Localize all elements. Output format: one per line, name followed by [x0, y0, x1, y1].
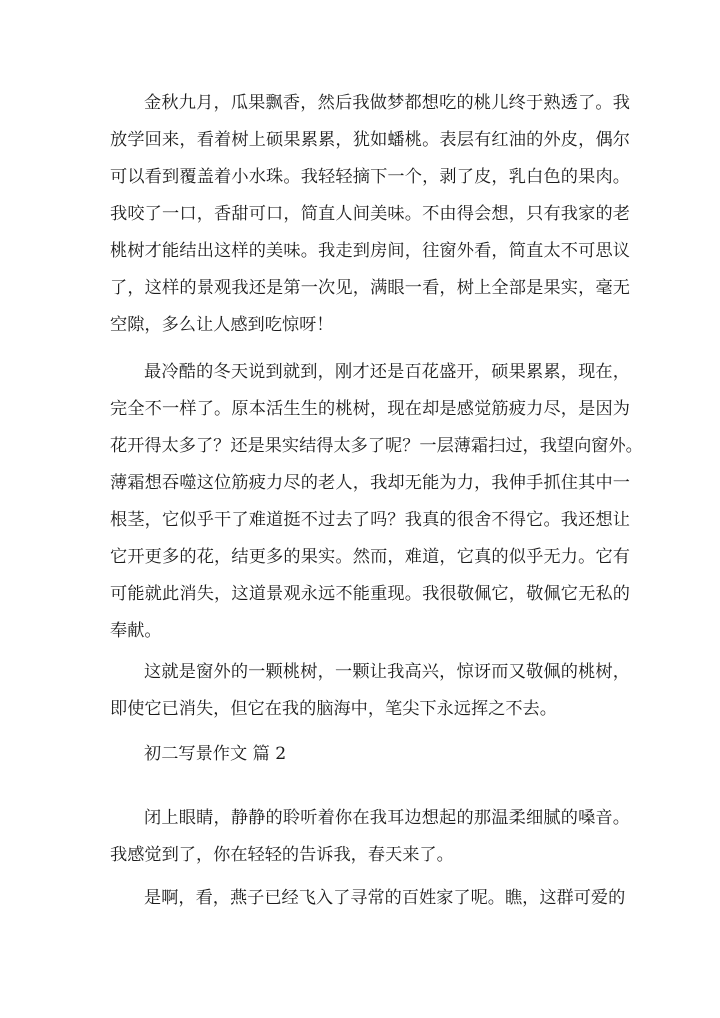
- text-line: 是啊，看，燕子已经飞入了寻常的百姓家了呢。瞧，这群可爱的: [144, 888, 626, 908]
- text-line: 放学回来，看着树上硕果累累，犹如蟠桃。表层有红油的外皮，偶尔: [110, 130, 630, 150]
- text-line: 闭上眼睛，静静的聆听着你在我耳边想起的那温柔细腻的嗓音。: [144, 808, 630, 828]
- text-line: 这就是窗外的一颗桃树，一颗让我高兴，惊讶而又敬佩的桃树，: [144, 662, 630, 682]
- paragraph-4: [110, 800, 630, 874]
- text-line: 我感觉到了，你在轻轻的告诉我，春天来了。: [110, 845, 454, 865]
- text-line: 空隙，多么让人感到吃惊呀！: [110, 315, 334, 335]
- text-line: 奉献。: [110, 621, 162, 641]
- text-line: 花开得太多了？还是果实结得太多了呢？一层薄霜扫过，我望向窗外。: [110, 436, 643, 456]
- text-line: 它开更多的花，结更多的果实。然而，难道，它真的似乎无力。它有: [110, 547, 630, 567]
- paragraph-5: [110, 880, 630, 917]
- text-line: 根茎，它似乎干了难道挺不过去了吗？我真的很舍不得它。我还想让: [110, 510, 630, 530]
- text-line: 最冷酷的冬天说到就到，刚才还是百花盛开，硕果累累，现在，: [144, 362, 630, 382]
- paragraph-3: [110, 654, 630, 728]
- text-line: 薄霜想吞噬这位筋疲力尽的老人，我却无能为力，我伸手抓住其中一: [110, 473, 630, 493]
- text-line: 可以看到覆盖着小水珠。我轻轻摘下一个，剥了皮，乳白色的果肉。: [110, 167, 630, 187]
- text-line: 金秋九月，瓜果飘香，然后我做梦都想吃的桃儿终于熟透了。我: [144, 93, 630, 113]
- text-line: 可能就此消失，这道景观永远不能重现。我很敬佩它，敬佩它无私的: [110, 584, 630, 604]
- text-line: 完全不一样了。原本活生生的桃树，现在却是感觉筋疲力尽，是因为: [110, 399, 630, 419]
- text-line: 我咬了一口，香甜可口，简直人间美味。不由得会想，只有我家的老: [110, 204, 630, 224]
- text-line: 桃树才能结出这样的美味。我走到房间，往窗外看，简直太不可思议: [110, 241, 630, 261]
- paragraph-2: [110, 354, 643, 650]
- paragraph-1: [110, 85, 630, 344]
- text-line: 即使它已消失，但它在我的脑海中，笔尖下永远挥之不去。: [110, 699, 557, 719]
- section-heading: 初二写景作文 篇 2: [144, 744, 287, 764]
- text-line: 了，这样的景观我还是第一次见，满眼一看，树上全部是果实，毫无: [110, 278, 630, 298]
